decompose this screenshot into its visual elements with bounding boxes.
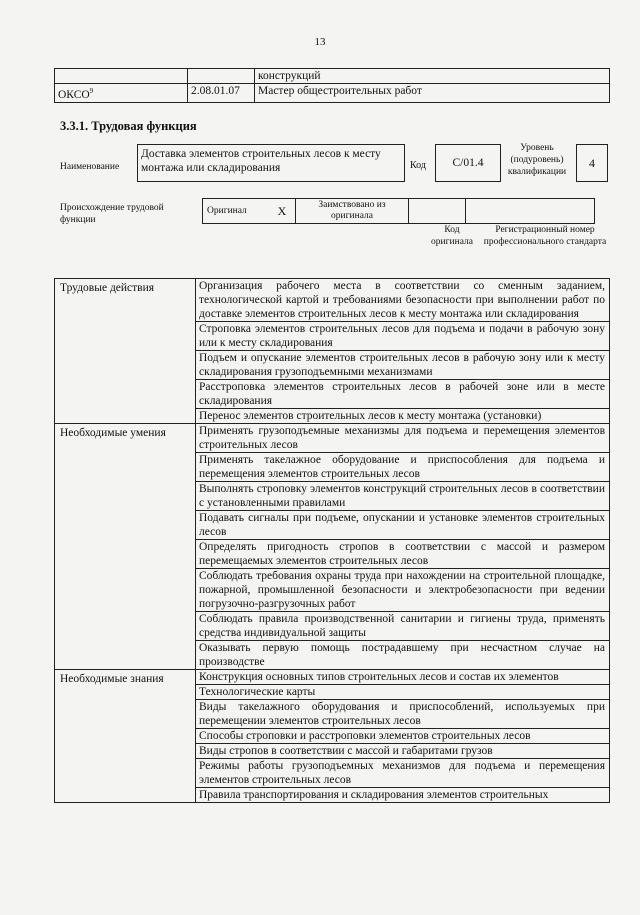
origin-table [202,198,595,224]
required-knowledge-item: Способы строповки и расстроповки элементов строительных лесов [196,729,610,744]
required-knowledge-item: Виды стропов в соответствии с массой и габаритами грузов [196,744,610,759]
required-knowledge-item: Технологические карты [196,685,610,700]
function-details-table [54,278,610,803]
section-title: 3.3.1. Трудовая функция [60,119,197,133]
original-code-cell [409,199,466,224]
required-skill-item: Применять такелажное оборудование и приспособления для подъема и перемещения элементов строительных лесов [196,453,610,482]
okso-cell [55,69,188,84]
original-label: Оригинал [203,199,270,224]
table-row [55,424,610,453]
labor-action-item: Расстроповка элементов строительных лесов в рабочей зоне или в месте складирования [196,380,610,409]
labor-action-item: Строповка элементов строительных лесов для подъема и подачи в рабочую зону или к месту складирования [196,322,610,351]
okso-table [54,68,610,103]
page-number: 13 [314,36,326,48]
required-knowledge-item: Режимы работы грузоподъемных механизмов для подъема и перемещения элементов строительных лесов [196,759,610,788]
required-skill-item: Выполнять строповку элементов конструкций строительных лесов в соответствии с установленными правилами [196,482,610,511]
footnote-ref: 9 [89,87,94,95]
okso-code: 2.08.01.07 [188,84,255,103]
required-skill-item: Определять пригодность стропов в соответствии с массой и размером перемещаемых элементов строительных лесов [196,540,610,569]
function-details-body [55,279,610,803]
origin-row [203,199,595,224]
level-label: Уровень (подуровень) квалификации [507,143,567,177]
labor-action-heading: Трудовые действия [55,279,196,424]
labor-action-item: Перенос элементов строительных лесов к месту монтажа (установки) [196,409,610,424]
required-skill-item: Подавать сигналы при подъеме, опускании и установке элементов строительных лесов [196,511,610,540]
okso-cell [55,84,188,103]
required-skill-item: Оказывать первую помощь пострадавшему при несчастном случае на производстве [196,641,610,670]
table-row [55,670,610,685]
okso-title: Мастер общестроительных работ [255,84,610,103]
origin-label: Происхождение трудовой функции [60,203,164,225]
level-value: 4 [576,144,608,182]
required-knowledge-item: Конструкция основных типов строительных лесов и состав их элементов [196,670,610,685]
required-skill-item: Соблюдать требования охраны труда при нахождении на строительной площадке, пожарной, промышленной безопасности и электробезопасности при ведении погрузочно-разгрузочных работ [196,569,610,612]
name-label: Наименование [60,162,120,172]
required-skill-item: Применять грузоподъемные механизмы для подъема и перемещения элементов строительных лесов [196,424,610,453]
required-skill-item: Соблюдать правила производственной санитарии и гигиены труда, применять средства индивидуальной защиты [196,612,610,641]
original-code-label: Код оригинала [431,225,473,247]
okso-cell: конструкций [255,69,610,84]
required-knowledge-item: Виды такелажного оборудования и приспособлений, используемых при перемещении элементов строительных лесов [196,700,610,729]
function-code: C/01.4 [435,144,501,182]
reg-number-label: Регистрационный номер профессионального стандарта [483,225,607,247]
original-mark: X [269,199,296,224]
labor-action-item: Подъем и опускание элементов строительных лесов в рабочую зону или к месту складирования грузоподъемными механизмами [196,351,610,380]
reg-number-cell [466,199,595,224]
borrowed-label: Заимствовано из оригинала [296,199,409,224]
code-label: Код [410,160,426,171]
required-knowledge-heading: Необходимые знания [55,670,196,803]
required-skill-heading: Необходимые умения [55,424,196,670]
okso-label: ОКСО [58,88,90,101]
okso-cell [188,69,255,84]
table-row [55,279,610,322]
okso-row [55,69,610,84]
labor-action-item: Организация рабочего места в соответствии со сменным заданием, технологической картой и требованиями безопасности при выполнении работ по доставке элементов строительных лесов к месту монтажа или складирования [196,279,610,322]
function-name: Доставка элементов строительных лесов к месту монтажа или складирования [137,144,405,182]
required-knowledge-item: Правила транспортирования и складирования элементов строительных [196,788,610,803]
okso-row [55,84,610,103]
